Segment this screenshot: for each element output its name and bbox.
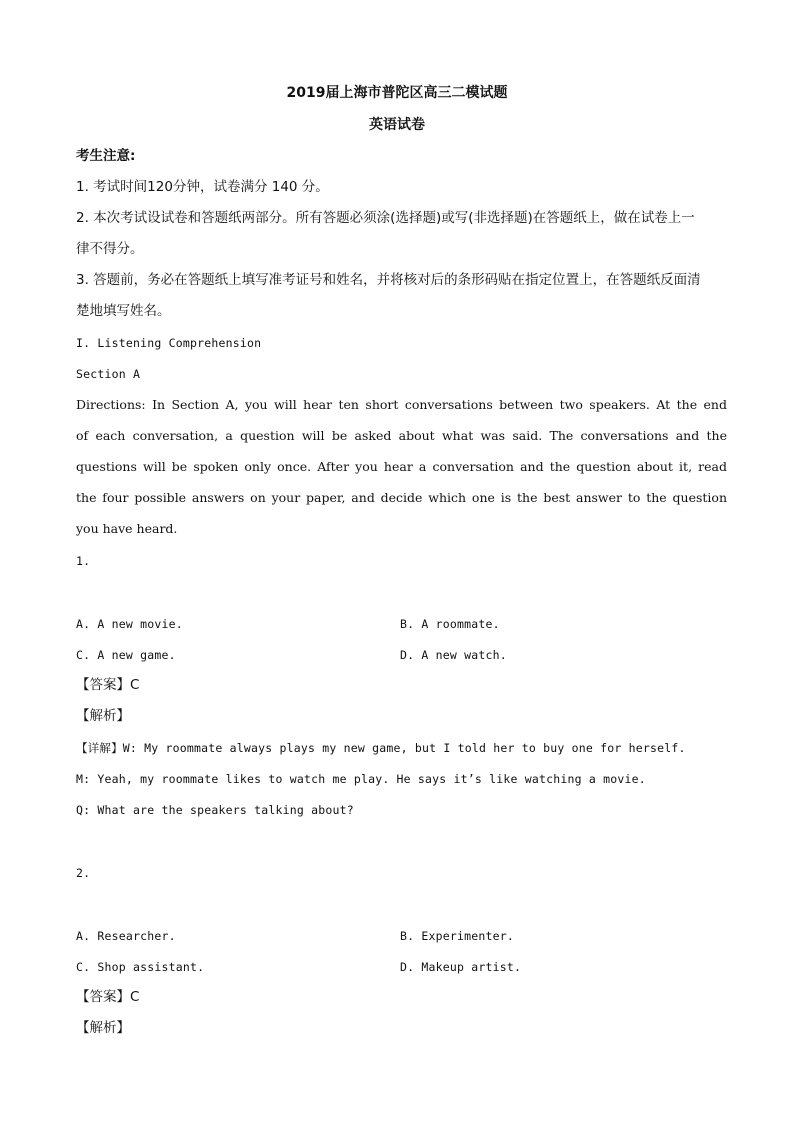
option-d: D. Makeup artist. [400, 960, 522, 974]
question-number: 2. [76, 866, 91, 880]
option-b: B. Experimenter. [400, 929, 514, 943]
question-number: 1. [76, 554, 91, 568]
detail-line-1: 【详解】W: My roommate always plays my new game, but I told her to buy one for herself. [76, 741, 686, 755]
analysis-label: 【解析】 [76, 708, 130, 724]
option-a: A. A new movie. [76, 617, 183, 631]
option-b: B. A roommate. [400, 617, 500, 631]
detail-line-3: Q: What are the speakers talking about? [76, 803, 354, 817]
option-a: A. Researcher. [76, 929, 176, 943]
directions-line-2: of each conversation, a question will be asked about what was said. The conversations and the [76, 428, 727, 443]
notice-item-2-line-2: 律不得分。 [76, 241, 144, 257]
notice-item-2-line-1: 2. 本次考试设试卷和答题纸两部分。所有答题必须涂(选择题)或写(非选择题)在答题纸上，做在试卷上一 [76, 210, 695, 226]
directions-line-1: Directions: In Section A, you will hear ten short conversations between two speakers. At the end [76, 397, 727, 412]
answer-label: 【答案】C [76, 677, 140, 693]
exam-subtitle: 英语试卷 [369, 117, 425, 133]
section-title: Section A [76, 367, 141, 381]
exam-title: 2019届上海市普陀区高三二模试题 [286, 85, 508, 101]
option-c: C. A new game. [76, 648, 176, 662]
analysis-label: 【解析】 [76, 1020, 130, 1036]
option-c: C. Shop assistant. [76, 960, 205, 974]
part-title: I. Listening Comprehension [76, 336, 262, 350]
answer-label: 【答案】C [76, 989, 140, 1005]
notice-item-3-line-1: 3. 答题前，务必在答题纸上填写准考证号和姓名，并将核对后的条形码贴在指定位置上，在答题纸反面清 [76, 272, 701, 288]
directions-line-4: the four possible answers on your paper, and decide which one is the best answer to the question [76, 490, 727, 505]
notice-item-3-line-2: 楚地填写姓名。 [76, 303, 171, 319]
option-d: D. A new watch. [400, 648, 507, 662]
notice-heading: 考生注意: [76, 148, 136, 164]
directions-line-3: questions will be spoken only once. After you hear a conversation and the question about it, read [76, 459, 727, 474]
detail-line-2: M: Yeah, my roommate likes to watch me play. He says it’s like watching a movie. [76, 772, 646, 786]
notice-item-1: 1. 考试时间120分钟，试卷满分 140 分。 [76, 179, 329, 195]
directions-line-5: you have heard. [76, 521, 178, 536]
